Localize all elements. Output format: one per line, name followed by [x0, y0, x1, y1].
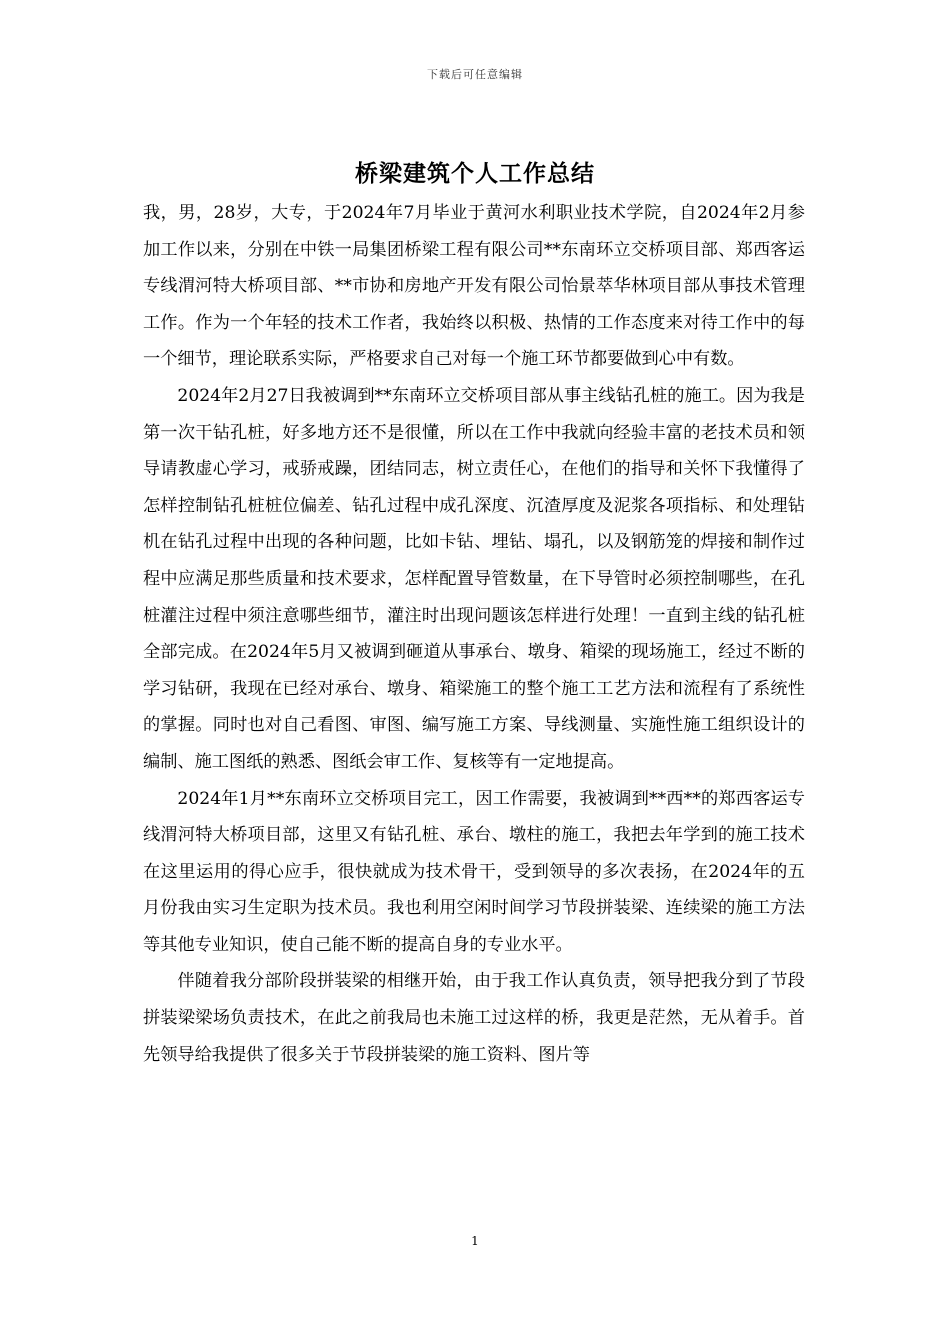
- page-number: 1: [471, 1234, 479, 1248]
- paragraph-1: 我，男，28岁，大专，于2024年7月毕业于黄河水利职业技术学院，自2024年2月参加工作以来，分别在中铁一局集团桥梁工程有限公司**东南环立交桥项目部、郑西客运专线渭河特大桥项目部、**市协和房地产开发有限公司怡景萃华林项目部从事技术管理工作。作为一个年轻的技术工作者，我始终以积极、热情的工作态度来对待工作中的每一个细节，理论联系实际，严格要求自己对每一个施工环节都要做到心中有数。: [143, 203, 805, 370]
- document-title: 桥梁建筑个人工作总结: [355, 160, 595, 187]
- paragraph-2: 2024年2月27日我被调到**东南环立交桥项目部从事主线钻孔桩的施工。因为我是第一次干钻孔桩，好多地方还不是很懂，所以在工作中我就向经验丰富的老技术员和领导请教虚心学习，戒骄戒躁，团结同志，树立责任心，在他们的指导和关怀下我懂得了怎样控制钻孔桩桩位偏差、钻孔过程中成孔深度、沉渣厚度及泥浆各项指标、和处理钻机在钻孔过程中出现的各种问题，比如卡钻、埋钻、塌孔，以及钢筋笼的焊接和制作过程中应满足那些质量和技术要求，怎样配置导管数量，在下导管时必须控制哪些，在孔桩灌注过程中须注意哪些细节，灌注时出现问题该怎样进行处理！一直到主线的钻孔桩全部完成。在2024年5月又被调到砸道从事承台、墩身、箱梁的现场施工，经过不断的学习钻研，我现在已经对承台、墩身、箱梁施工的整个施工工艺方法和流程有了系统性的掌握。同时也对自己看图、审图、编写施工方案、导线测量、实施性施工组织设计的编制、施工图纸的熟悉、图纸会审工作、复核等有一定地提高。: [143, 385, 805, 772]
- paragraph-4: 伴随着我分部阶段拼装梁的相继开始，由于我工作认真负责，领导把我分到了节段拼装梁梁场负责技术，在此之前我局也未施工过这样的桥，我更是茫然，无从着手。首先领导给我提供了很多关于节段拼装梁的施工资料、图片等: [143, 971, 805, 1065]
- document-body: [143, 195, 805, 1073]
- paragraph-3: 2024年1月**东南环立交桥项目完工，因工作需要，我被调到**西**的郑西客运专线渭河特大桥项目部，这里又有钻孔桩、承台、墩柱的施工，我把去年学到的施工技术在这里运用的得心应手，很快就成为技术骨干，受到领导的多次表扬，在2024年的五月份我由实习生定职为技术员。我也利用空闲时间学习节段拼装梁、连续梁的施工方法等其他专业知识，使自己能不断的提高自身的专业水平。: [143, 788, 805, 955]
- header-note: 下载后可任意编辑: [427, 68, 523, 81]
